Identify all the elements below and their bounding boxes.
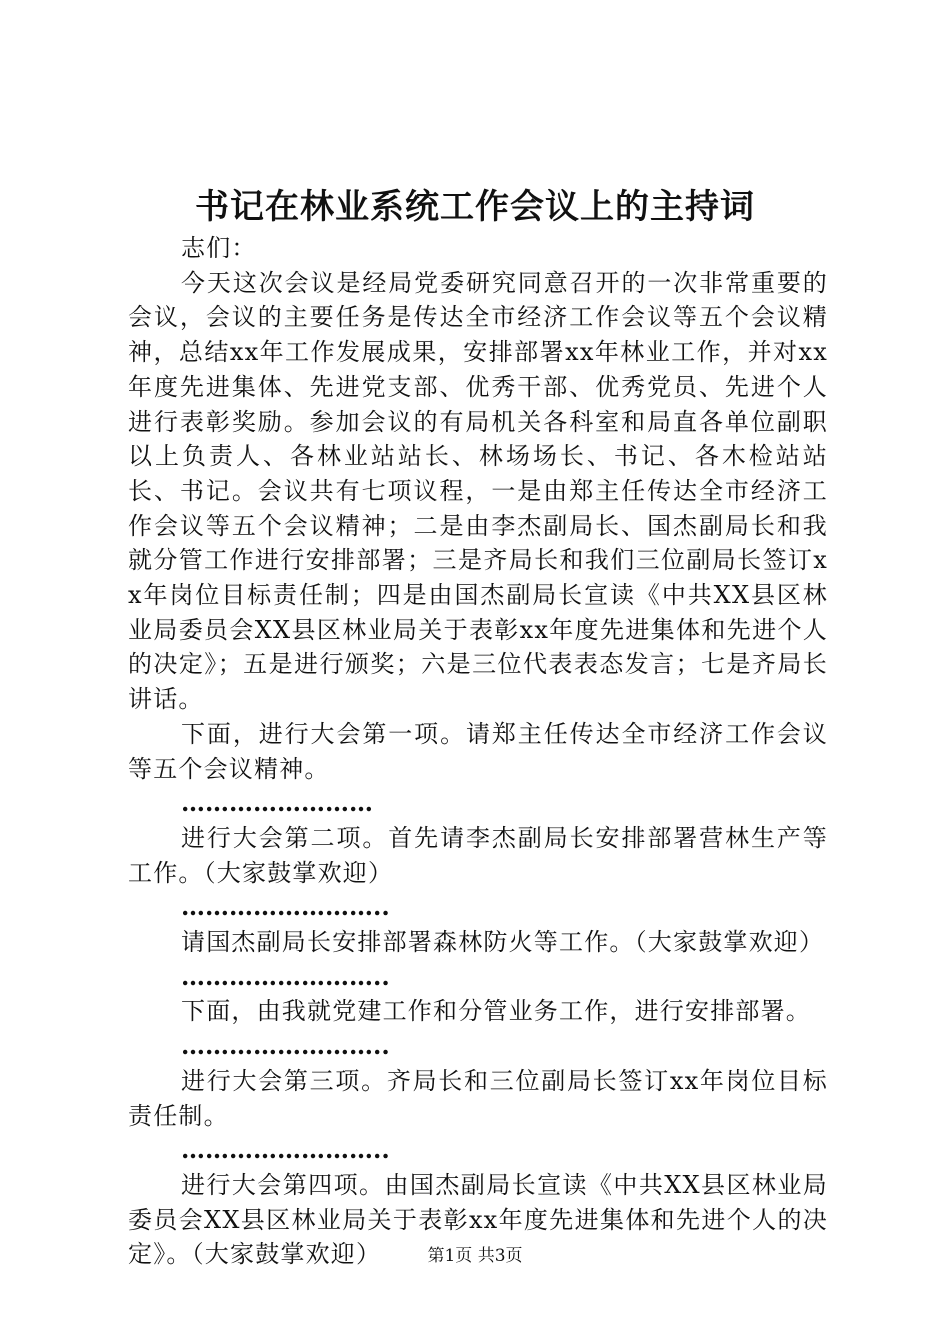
ellipsis-separator: ……………………..: [181, 892, 390, 922]
paragraph-intro: 今天这次会议是经局党委研究同意召开的一次非常重要的会议，会议的主要任务是传达全市经济工作会议等五个会议精神，总结xx年工作发展成果，安排部署xx年林业工作，并对xx年度先进集体、先进党支部、优秀干部、优秀党员、先进个人进行表彰奖励。参加会议的有局机关各科室和局直各单位副职以上负责人、各林业站站长、林场场长、书记、各木检站站长、书记。会议共有七项议程，一是由郑主任传达全市经济工作会议等五个会议精神；二是由李杰副局长、国杰副局长和我就分管工作进行安排部署；三是齐局长和我们三位副局长签订xx年岗位目标责任制；四是由国杰副局长宣读《中共XX县区林业局委员会XX县区林业局关于表彰xx年度先进集体和先进个人的决定》；五是进行颁奖；六是三位代表表态发言；七是齐局长讲话。: [128, 268, 828, 714]
paragraph-item-one: 下面，进行大会第一项。请郑主任传达全市经济工作会议等五个会议精神。: [128, 719, 828, 783]
paragraph-item-four: 进行大会第四项。由国杰副局长宣读《中共XX县区林业局委员会XX县区林业局关于表彰xx年度先进集体和先进个人的决定》。（大家鼓掌欢迎）: [128, 1170, 828, 1269]
ellipsis-separator: ……………………..: [181, 961, 390, 991]
ellipsis-separator: ……………………: [181, 788, 373, 818]
document-title: 书记在林业系统工作会议上的主持词: [195, 187, 755, 227]
page-number-footer: 第1页 共3页: [427, 1246, 523, 1266]
ellipsis-separator: ……………………..: [181, 1031, 390, 1061]
paragraph-fire-prevention: 请国杰副局长安排部署森林防火等工作。（大家鼓掌欢迎）: [181, 928, 825, 957]
ellipsis-separator: ……………………..: [181, 1135, 390, 1165]
paragraph-item-three: 进行大会第三项。齐局长和三位副局长签订xx年岗位目标责任制。: [128, 1066, 828, 1130]
paragraph-item-two: 进行大会第二项。首先请李杰副局长安排部署营林生产等工作。（大家鼓掌欢迎）: [128, 823, 828, 887]
paragraph-party-building: 下面，由我就党建工作和分管业务工作，进行安排部署。: [181, 997, 811, 1026]
document-body: [128, 231, 828, 1272]
paragraph-salutation: 志们：: [181, 234, 257, 262]
